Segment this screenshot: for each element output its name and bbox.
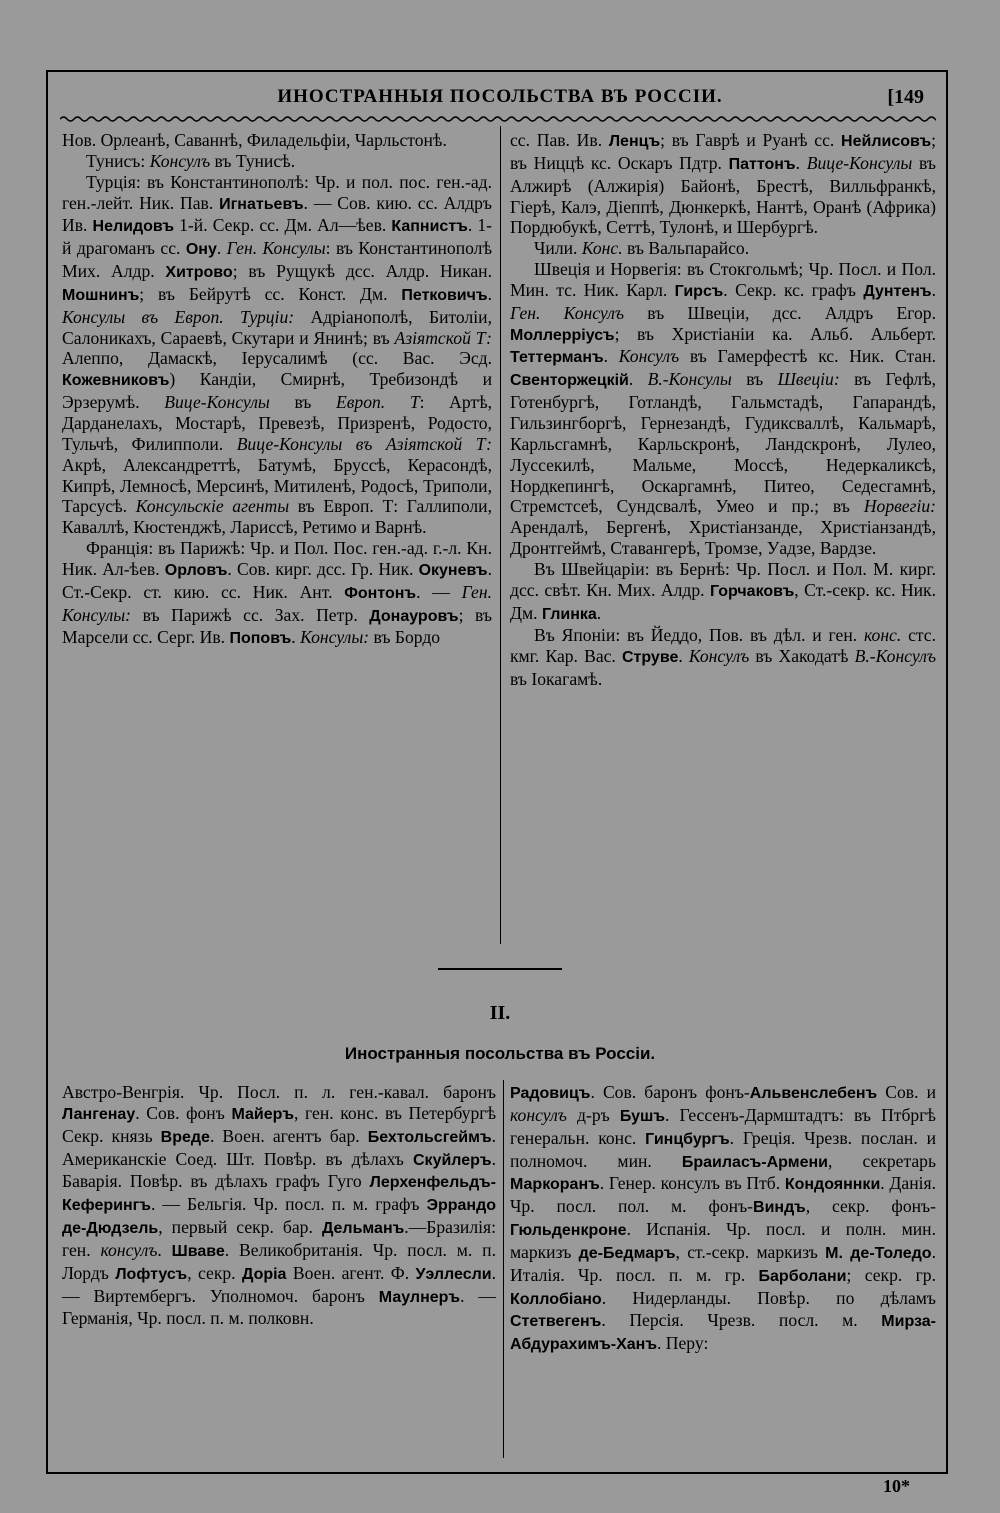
text-run: Арендалѣ, Бергенѣ, Христіанзанде, Христіанзандѣ, Дронтгеймѣ, Ставангерѣ, Тромзе, Уадзе, Вардзе. bbox=[510, 517, 936, 559]
term-italic: Ген. Консулы bbox=[226, 238, 326, 259]
text-run: . Данія. Чр. посл. пол. м. фонъ- bbox=[510, 1173, 936, 1217]
text-run: . Воен. агентъ бар. bbox=[209, 1125, 368, 1146]
text-run: . Персія. Чрезв. посл. м. bbox=[601, 1310, 882, 1331]
name-bold: Гюльденкроне bbox=[510, 1222, 627, 1240]
text-run: . — Сов. кию. сс. Алдръ Ив. bbox=[62, 192, 492, 236]
name-bold: Шваве bbox=[171, 1242, 225, 1260]
name-bold: Орловъ bbox=[164, 561, 228, 579]
section-rule bbox=[438, 968, 562, 970]
name-bold: Глинка bbox=[541, 605, 597, 623]
name-bold: Паттонъ bbox=[728, 155, 796, 173]
term-italic: Консулъ bbox=[149, 150, 211, 171]
name-bold: Эррандо де-Дюдзель bbox=[62, 1197, 496, 1238]
text-run: . Нидерланды. Повѣр. по дѣламъ bbox=[601, 1287, 936, 1308]
name-bold: Вреде bbox=[160, 1128, 210, 1146]
signature-mark: 10* bbox=[883, 1476, 910, 1496]
name-bold: Бушъ bbox=[619, 1107, 665, 1125]
text-run: Въ Швейцаріи: въ Бернѣ: Чр. Посл. и Пол. М. кирг. дсс. свѣт. Кн. Мих. Алдр. bbox=[510, 558, 936, 600]
name-bold: Мирза-Абдурахимъ-Ханъ bbox=[510, 1313, 936, 1354]
name-bold: Нейлисовъ bbox=[841, 133, 932, 150]
text-run: Чили. bbox=[534, 238, 582, 259]
name-bold: М. де-Толедо bbox=[825, 1244, 932, 1262]
text-run: Швеція и Норвегія: въ Стокгольмѣ; Чр. Посл. и Пол. Мин. тс. Ник. Карл. bbox=[510, 259, 936, 300]
text-run: ; секр. гр. bbox=[846, 1264, 936, 1285]
text-run: Нов. Орлеанѣ, Саваннѣ, Филадельфіи, Чарльстонѣ. bbox=[62, 130, 447, 150]
term-italic: конс. bbox=[863, 625, 902, 646]
term-italic: Консулы въ Европ. Турціи: bbox=[62, 306, 295, 327]
text-run: . Греція. Чрезв. послан. и полномоч. мин. bbox=[510, 1127, 936, 1171]
name-bold: Кондояннки bbox=[784, 1176, 881, 1194]
page-header bbox=[60, 86, 940, 114]
name-bold: Ленцъ bbox=[608, 133, 661, 150]
text-run: ; въ Рущукѣ дсс. Алдр. Никан. bbox=[232, 261, 492, 282]
column-bottom-left bbox=[62, 1082, 496, 1329]
term-italic: консулъ bbox=[100, 1239, 158, 1260]
text-run: , секр. bbox=[187, 1262, 242, 1283]
text-run: Австро-Венгрія. Чр. Посл. п. л. ген.-кавал. баронъ bbox=[62, 1082, 496, 1102]
text-run: . Американскіе Соед. Шт. Повѣр. въ дѣлахъ bbox=[62, 1125, 497, 1169]
text-run: : въ Константинополѣ Мих. Алдр. bbox=[62, 238, 493, 282]
section-title: Иностранныя посольства въ Россіи. bbox=[344, 1044, 656, 1063]
paragraph bbox=[62, 1082, 496, 1329]
term-italic: Конс. bbox=[581, 238, 623, 259]
text-run: . bbox=[216, 238, 227, 259]
name-bold: Донауровъ bbox=[369, 607, 459, 625]
term-italic: Вице-Консулы въ Азіятской Т: bbox=[236, 433, 492, 454]
paragraph bbox=[510, 559, 936, 626]
name-bold: Майеръ bbox=[231, 1105, 295, 1123]
name-bold: Ону bbox=[185, 241, 217, 259]
name-bold: Капнистъ bbox=[391, 218, 468, 236]
text-run: : Артѣ, Дарданелахъ, Мостарѣ, Превезѣ, Призренѣ, Родосто, Тульчѣ, Филипполи. bbox=[62, 392, 493, 454]
text-run: въ bbox=[269, 392, 337, 413]
text-run: . bbox=[931, 279, 936, 300]
text-run: въ Гефлѣ, Готенбургѣ, Готландѣ, Гальмстадѣ, Гапарандѣ, Гильзингборгѣ, Гернезандѣ, Гудиксваллѣ, Кальмарѣ, Карльсгамнѣ, Карльскронѣ, Ландскронѣ, Лулео, Луссекилѣ, Мальме, Моссѣ, Недеркаликсѣ, Нордкепингѣ, Оскаргамнѣ, Питео, Седесгамнѣ, Стремстсеѣ, Сундсвалѣ, Умео и пр.; въ bbox=[510, 369, 937, 517]
column-bottom-right bbox=[510, 1082, 936, 1356]
name-bold: Бехтольсгеймъ bbox=[367, 1128, 492, 1146]
text-run: . bbox=[678, 646, 689, 667]
text-run: ) Кандіи, Смирнѣ, Требизондѣ и Эрзерумѣ. bbox=[62, 369, 492, 413]
text-run: . Сов. кирг. дсс. Гр. Ник. bbox=[227, 558, 419, 579]
text-run: Адріанополѣ, Битоліи, Салоникахъ, Сараевѣ, Скутари и Янинѣ; въ bbox=[62, 306, 492, 348]
name-bold: Стетвегенъ bbox=[510, 1313, 602, 1331]
running-title: ИНОСТРАННЫЯ ПОСОЛЬСТВА ВЪ РОССІИ. bbox=[277, 86, 723, 107]
text-run: . Великобританія. Чр. посл. м. п. Лордъ bbox=[62, 1239, 496, 1283]
text-run: Турція: въ Константинополѣ: Чр. и пол. пос. ген.-ад. ген.-лейт. Ник. Пав. bbox=[62, 171, 492, 213]
name-bold: Горчаковъ bbox=[709, 582, 795, 600]
paragraph bbox=[62, 538, 492, 650]
text-run: Въ Японіи: въ Йеддо, Пов. въ дѣл. и ген. bbox=[534, 625, 864, 646]
paragraph bbox=[62, 130, 492, 151]
text-run: въ Гамерфестѣ кс. Ник. Стан. bbox=[679, 346, 937, 367]
term-italic: Вице-Консулы bbox=[806, 152, 913, 173]
text-run: . Перу: bbox=[657, 1333, 709, 1354]
paragraph bbox=[62, 172, 492, 538]
text-run: ; въ Христіаніи ка. Альб. Альберт. bbox=[614, 323, 936, 344]
text-run: . Баварія. Повѣр. въ дѣлахъ графъ Гуго bbox=[62, 1148, 496, 1192]
name-bold: Моллерріусъ bbox=[510, 326, 615, 344]
text-run: въ Швеціи, дсс. Алдръ Егор. bbox=[624, 302, 936, 323]
text-run: , ст.-секр. маркизъ bbox=[675, 1241, 826, 1262]
text-run: . Гессенъ-Дармштадтъ: въ Птбргѣ генеральн. конс. bbox=[510, 1104, 936, 1148]
text-run: . bbox=[291, 627, 301, 648]
name-bold: Уэллесли bbox=[415, 1265, 492, 1283]
text-run: въ Парижѣ сс. Зах. Петр. bbox=[131, 604, 370, 625]
name-bold: Игнатьевъ bbox=[219, 195, 304, 213]
text-run: , Ст.-секр. кс. Ник. Дм. bbox=[510, 579, 937, 623]
term-italic: В.-Консулъ bbox=[854, 646, 936, 667]
name-bold: Струве bbox=[621, 649, 679, 667]
text-run: Воен. агент. Ф. bbox=[286, 1262, 416, 1283]
text-run: стс. кмг. Кар. Вас. bbox=[510, 625, 937, 667]
text-run: сс. Пав. Ив. bbox=[510, 130, 609, 150]
name-bold: Окуневъ bbox=[418, 561, 488, 579]
text-run: ; въ Гаврѣ и Руанѣ сс. bbox=[660, 130, 842, 150]
wavy-rule bbox=[60, 114, 936, 124]
paragraph bbox=[510, 625, 936, 690]
text-run: въ Европ. Т: Галлиполи, Каваллѣ, Кюстенджѣ, Лариссѣ, Ретимо и Варнѣ. bbox=[62, 496, 492, 538]
text-run: въ Алжирѣ (Алжирія) Байонѣ, Брестѣ, Вилльфранкѣ, Гіерѣ, Калэ, Діеппѣ, Дюнкеркѣ, Нантѣ, Оранѣ (Африка) Пордюбукѣ, Сеттѣ, Тулонѣ, и Шербургѣ. bbox=[510, 152, 936, 238]
paragraph bbox=[510, 238, 936, 259]
text-run: , секр. фонъ- bbox=[805, 1196, 936, 1217]
paragraph bbox=[510, 1082, 936, 1356]
name-bold: Маулнеръ bbox=[378, 1288, 461, 1306]
text-run: .—Бразилія: ген. bbox=[62, 1217, 496, 1260]
paragraph bbox=[510, 259, 936, 559]
name-bold: Поповъ bbox=[229, 630, 292, 648]
name-bold: Коллобіано bbox=[510, 1290, 602, 1308]
text-run: . Сов. баронъ фонъ- bbox=[590, 1082, 750, 1102]
text-run: . Секр. кс. графъ bbox=[723, 279, 864, 300]
section-number: II. bbox=[489, 1002, 511, 1024]
text-run: Тунисъ: bbox=[86, 150, 150, 171]
name-bold: Гирсъ bbox=[674, 282, 724, 300]
text-run: . Испанія. Чр. посл. и полн. мин. маркизъ bbox=[510, 1219, 936, 1262]
column-divider-top bbox=[500, 126, 501, 944]
paragraph bbox=[510, 130, 936, 238]
name-bold: Теттерманъ bbox=[510, 349, 604, 367]
column-top-right bbox=[510, 130, 936, 690]
text-run: Акрѣ, Александреттѣ, Батумѣ, Бруссѣ, Керасондѣ, Кипрѣ, Лемносѣ, Мерсинѣ, Митиленѣ, Родосѣ, Триполи, Тарсусѣ. bbox=[62, 454, 492, 517]
name-bold: Лофтусъ bbox=[115, 1265, 188, 1283]
name-bold: Нелидовъ bbox=[92, 218, 175, 236]
name-bold: Доріа bbox=[241, 1265, 287, 1283]
term-italic: Ген. Консулъ bbox=[510, 302, 625, 323]
term-italic: Азіятской Т: bbox=[394, 327, 492, 348]
term-italic: Консульскіе агенты bbox=[135, 496, 290, 517]
name-bold: Радовицъ bbox=[510, 1085, 591, 1102]
term-italic: Норвегіи: bbox=[863, 496, 936, 517]
term-italic: Ген. Консулы: bbox=[62, 581, 492, 625]
name-bold: Альвенслебенъ bbox=[749, 1085, 878, 1102]
name-bold: Хитрово bbox=[165, 264, 233, 282]
text-run: . — Бельгія. Чр. посл. п. м. графъ bbox=[150, 1194, 427, 1215]
name-bold: Лангенау bbox=[62, 1105, 136, 1123]
text-run: Сов. и bbox=[877, 1082, 936, 1102]
text-run: д-ръ bbox=[566, 1104, 620, 1125]
text-run: ; въ Марсели сс. Серг. Ив. bbox=[62, 604, 492, 648]
term-italic: Швеціи: bbox=[777, 369, 840, 390]
paragraph bbox=[62, 151, 492, 172]
text-run: Алеппо, Дамаскѣ, Іерусалимѣ (сс. Вас. Эсд. bbox=[62, 348, 492, 369]
text-run: . bbox=[487, 283, 492, 304]
name-bold: Барболани bbox=[758, 1267, 847, 1285]
name-bold: Свенторжецкій bbox=[510, 372, 629, 390]
column-top-left bbox=[62, 130, 492, 650]
name-bold: Маркоранъ bbox=[510, 1176, 600, 1194]
text-run: 1-й. Секр. сс. Дм. Ал—ѣев. bbox=[174, 215, 392, 236]
page-number: [149 bbox=[887, 86, 924, 108]
text-run: . Сов. фонъ bbox=[135, 1102, 232, 1123]
text-run: . bbox=[603, 346, 619, 367]
text-run: . — bbox=[416, 581, 462, 602]
name-bold: Скуйлеръ bbox=[413, 1151, 492, 1169]
column-divider-bottom bbox=[503, 1080, 504, 1458]
text-run: ; въ Ниццѣ кс. Оскаръ Пдтр. bbox=[510, 130, 936, 173]
text-run: , первый секр. бар. bbox=[158, 1217, 322, 1238]
text-run: . — Виртембергъ. Уполномоч. баронъ bbox=[62, 1262, 496, 1306]
term-italic: Европ. Т bbox=[336, 392, 420, 413]
text-run: . bbox=[157, 1239, 172, 1260]
text-run: въ Тунисѣ. bbox=[210, 150, 296, 171]
name-bold: Кожевниковъ bbox=[62, 372, 170, 390]
text-run: . bbox=[795, 152, 807, 173]
name-bold: Гинцбургъ bbox=[645, 1130, 730, 1148]
name-bold: Дунтенъ bbox=[863, 282, 932, 300]
name-bold: де-Бедмаръ bbox=[578, 1244, 676, 1262]
text-run: . bbox=[596, 602, 602, 623]
name-bold: Лерхенфельдъ-Кеферингъ bbox=[62, 1174, 496, 1215]
term-italic: Консулъ bbox=[618, 346, 680, 367]
term-italic: Консулы: bbox=[300, 627, 370, 648]
name-bold: Мошнинъ bbox=[62, 286, 140, 304]
text-run: въ Іокагамѣ. bbox=[510, 669, 603, 690]
text-run: , секретарь bbox=[827, 1150, 936, 1171]
text-run: въ Вальпарайсо. bbox=[622, 238, 750, 259]
name-bold: Дельманъ bbox=[321, 1220, 405, 1238]
name-bold: Виндъ bbox=[753, 1199, 806, 1217]
text-run: , ген. конс. въ Петербургѣ Секр. князь bbox=[62, 1102, 497, 1146]
term-italic: Вице-Консулы bbox=[164, 392, 270, 413]
text-run: . Генер. консулъ въ Птб. bbox=[599, 1173, 785, 1194]
name-bold: Петковичъ bbox=[401, 286, 488, 304]
text-run: . — Германія, Чр. посл. п. м. полковн. bbox=[62, 1285, 496, 1329]
text-run: въ Бордо bbox=[369, 627, 441, 648]
term-italic: Консулъ bbox=[688, 646, 750, 667]
text-run: . 1-й драгоманъ сс. bbox=[62, 215, 493, 259]
text-run: Франція: въ Парижѣ: Чр. и Пол. Пос. ген.-ад. г.-л. Кн. Ник. Ал-ѣев. bbox=[62, 538, 492, 579]
text-run: . bbox=[628, 369, 648, 390]
name-bold: Браиласъ-Армени bbox=[681, 1153, 828, 1171]
term-italic: консулъ bbox=[510, 1104, 567, 1125]
text-run: въ bbox=[731, 369, 778, 390]
name-bold: Фонтонъ bbox=[344, 584, 417, 602]
term-italic: В.-Консулы bbox=[647, 369, 732, 390]
text-run: ; въ Бейрутѣ сс. Конст. Дм. bbox=[139, 283, 402, 304]
text-run: . Италія. Чр. посл. п. м. гр. bbox=[510, 1241, 936, 1285]
text-run: въ Хакодатѣ bbox=[749, 646, 855, 667]
text-run: . Ст.-Секр. ст. кию. сс. Ник. Ант. bbox=[62, 558, 492, 602]
